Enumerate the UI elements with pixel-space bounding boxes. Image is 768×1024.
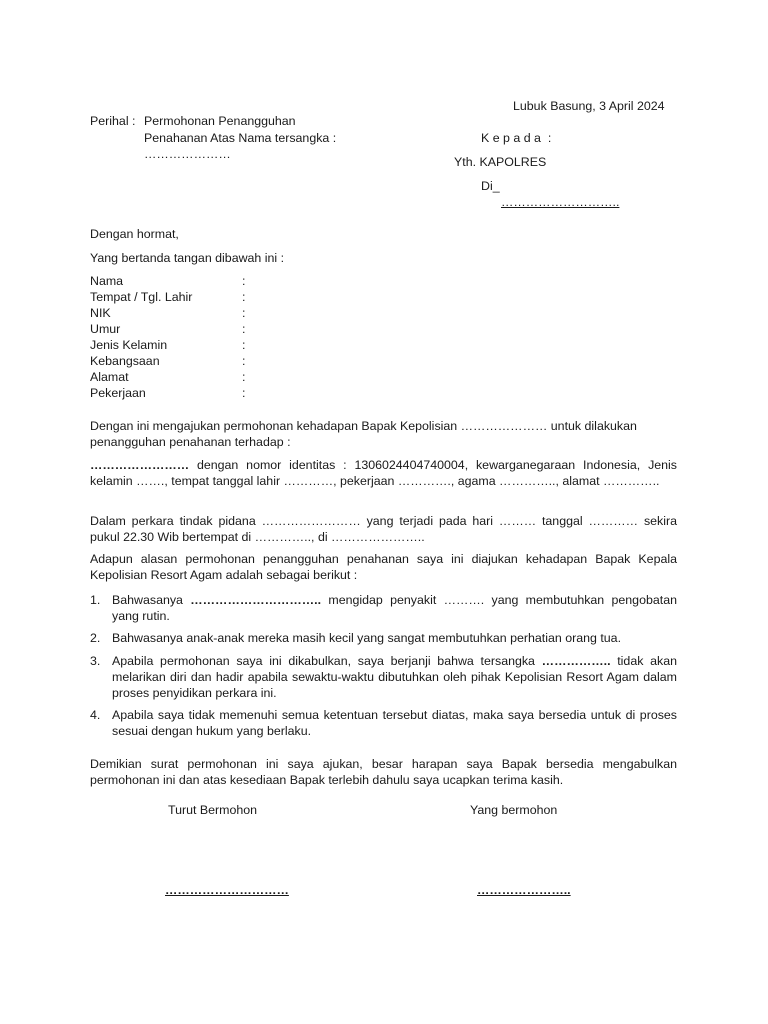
identity-colon: : (242, 322, 246, 336)
identity-colon: : (242, 354, 246, 368)
reason-text-pre: Bahwasanya anak-anak mereka masih kecil yang sangat membutuhkan perhatian orang tua. (112, 631, 622, 645)
perihal-line-2: Penahanan Atas Nama tersangka : (144, 131, 337, 145)
reason-item (90, 630, 677, 646)
identity-label: Tempat / Tgl. Lahir (90, 290, 193, 304)
reason-text-post: mengidap penyakit ………. yang membutuhkan pengobatan yang rutin. (112, 593, 677, 623)
kepada-label: K e p a d a : (481, 131, 552, 145)
reason-text (112, 653, 677, 701)
reason-item (90, 592, 677, 624)
suspect-details: dengan nomor identitas : 1306024404740004, kewarganegaraan Indonesia, Jenis kelamin ……., tempat tanggal lahir …………, pekerjaan …………., agama ………….., alamat ………….. (90, 458, 677, 488)
identity-colon: : (242, 274, 246, 288)
signature-left-title: Turut Bermohon (168, 803, 258, 817)
reason-text-pre: Bahwasanya (112, 593, 191, 607)
reason-text (112, 592, 677, 624)
request-line-1: Dengan ini mengajukan permohonan kehadapan Bapak Kepolisian ………………… untuk dilakukan (90, 419, 637, 433)
suspect-name-blank: …………………… (90, 458, 190, 472)
identity-row-nik (90, 306, 290, 322)
identity-colon: : (242, 338, 246, 352)
identity-row-tempat-tgl-lahir (90, 290, 290, 306)
identity-label: Pekerjaan (90, 386, 146, 400)
reason-number: 4. (90, 708, 101, 722)
signature-left-blank: ………………………… (165, 883, 289, 897)
identity-row-alamat (90, 370, 290, 386)
reason-item (90, 707, 677, 739)
request-line-2: penangguhan penahanan terhadap : (90, 435, 291, 449)
case-paragraph: Dalam perkara tindak pidana …………………… yang terjadi pada hari ……… tanggal ………… sekira pukul 22.30 Wib bertempat di ………….., di ………………….. (90, 514, 677, 544)
identity-label: Kebangsaan (90, 354, 160, 368)
reason-intro: Adapun alasan permohonan penangguhan penahanan saya ini diajukan kehadapan Bapak Kepala Kepolisian Resort Agam adalah sebagai berikut : (90, 552, 677, 582)
place-date: Lubuk Basung, 3 April 2024 (513, 99, 665, 113)
identity-row-pekerjaan (90, 386, 290, 402)
identity-colon: : (242, 306, 246, 320)
reason-number: 3. (90, 654, 101, 668)
reason-text-pre: Apabila saya tidak memenuhi semua ketentuan tersebut diatas, maka saya bersedia untuk di proses sesuai dengan hukum yang berlaku. (112, 708, 677, 738)
reason-text-blank: ………………………….. (190, 593, 322, 607)
reason-text (112, 630, 677, 646)
signature-right-title: Yang bermohon (470, 803, 558, 817)
identity-label: Jenis Kelamin (90, 338, 168, 352)
perihal-line-3: ………………… (144, 147, 231, 161)
identity-label: Nama (90, 274, 124, 288)
reason-text-post: tidak akan melarikan diri dan hadir apabila sewaktu-waktu dibutuhkan oleh pihak Kepolisian Resort Agam dalam proses penyidikan perkara ini. (112, 654, 677, 700)
di-label: Di_ (481, 179, 500, 193)
reason-text-blank: …………….. (541, 654, 611, 668)
perihal-label: Perihal : (90, 114, 136, 128)
identity-colon: : (242, 386, 246, 400)
recipient-title: Yth. KAPOLRES (454, 155, 547, 169)
di-blank: ……………………….. (501, 195, 620, 209)
reason-text-pre: Apabila permohonan saya ini dikabulkan, saya berjanji bahwa tersangka (112, 654, 542, 668)
closing-paragraph: Demikian surat permohonan ini saya ajukan, besar harapan saya Bapak bersedia mengabulkan permohonan ini dan atas kesediaan Bapak terlebih dahulu saya ucapkan terima kasih. (90, 757, 677, 787)
perihal-line-1: Permohonan Penangguhan (144, 114, 296, 128)
reason-text (112, 707, 677, 739)
identity-row-kebangsaan (90, 354, 290, 370)
identity-label: NIK (90, 306, 111, 320)
suspect-paragraph (90, 457, 677, 489)
identity-row-nama (90, 274, 290, 290)
identity-colon: : (242, 290, 246, 304)
identity-row-umur (90, 322, 290, 338)
reason-number: 1. (90, 593, 101, 607)
identity-row-jenis-kelamin (90, 338, 290, 354)
intro-text: Yang bertanda tangan dibawah ini : (90, 251, 285, 265)
identity-label: Umur (90, 322, 121, 336)
reason-number: 2. (90, 631, 101, 645)
reason-item (90, 653, 677, 701)
identity-label: Alamat (90, 370, 129, 384)
greeting: Dengan hormat, (90, 227, 179, 241)
identity-colon: : (242, 370, 246, 384)
signature-right-blank: ………………….. (477, 883, 571, 897)
